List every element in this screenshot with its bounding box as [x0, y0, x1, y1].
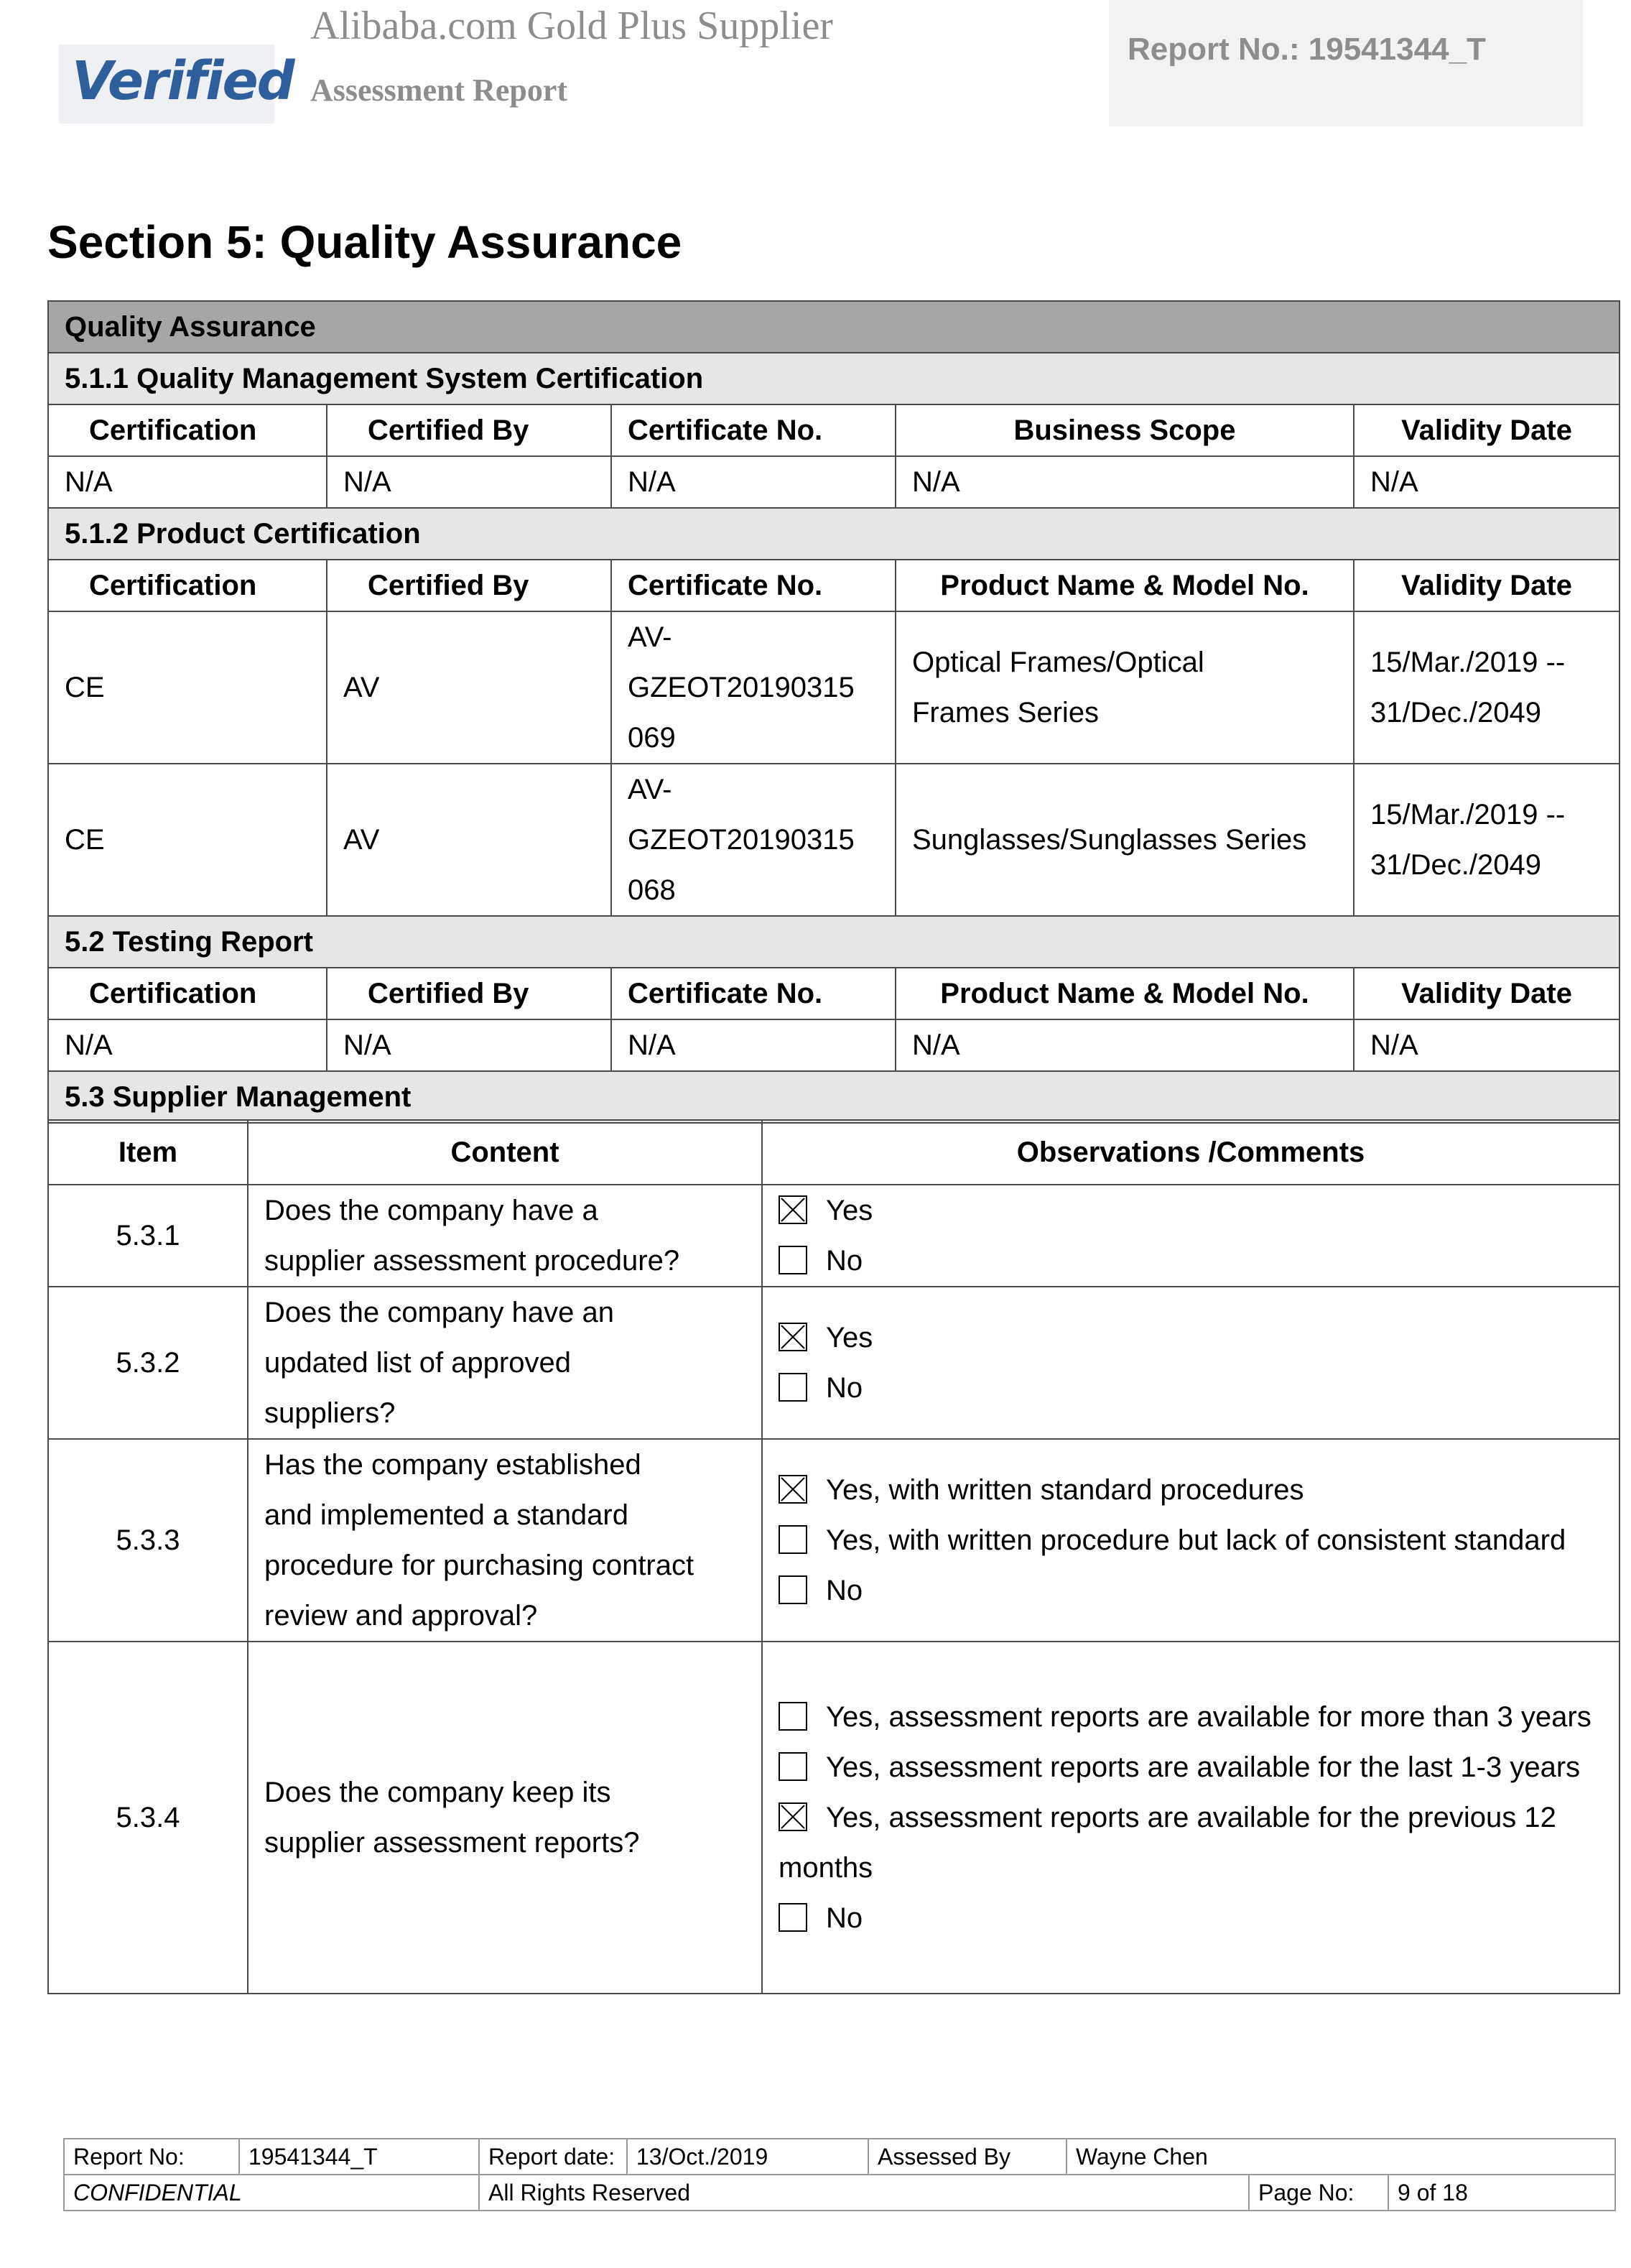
unchecked-checkbox-icon[interactable] — [779, 1373, 807, 1402]
item-number: 5.3.4 — [48, 1642, 248, 1994]
product-name-cell — [896, 611, 1354, 764]
footer-report-date-label: Report date: — [479, 2139, 627, 2175]
content-line: and implemented a standard — [264, 1499, 628, 1531]
option-row — [779, 1313, 1603, 1363]
table-row — [48, 764, 1620, 916]
certificate-number-cell — [611, 611, 896, 764]
item-number: 5.3.2 — [48, 1287, 248, 1439]
table-cell: N/A — [327, 456, 611, 508]
unchecked-checkbox-icon[interactable] — [779, 1702, 807, 1731]
item-number: 5.3.3 — [48, 1439, 248, 1642]
observations — [762, 1185, 1620, 1287]
verified-logo — [59, 45, 294, 124]
table-cell: N/A — [1354, 456, 1620, 508]
column-header: Certification — [48, 968, 327, 1019]
quality-assurance-table — [47, 300, 1620, 1124]
section-title: Section 5: Quality Assurance — [47, 216, 682, 268]
column-header: Certification — [48, 404, 327, 456]
cell-line: GZEOT20190315 — [628, 824, 855, 856]
cell-line: AV- — [628, 621, 672, 653]
supplier-section-title: 5.3 Supplier Management — [48, 1071, 1620, 1123]
unchecked-checkbox-icon[interactable] — [779, 1752, 807, 1781]
column-header: Content — [248, 1120, 762, 1185]
table-row — [48, 1287, 1620, 1439]
table-cell: N/A — [896, 456, 1354, 508]
column-header: Validity Date — [1354, 404, 1620, 456]
cell-line: Optical Frames/Optical — [912, 647, 1204, 678]
table-cell: N/A — [1354, 1019, 1620, 1071]
column-header: Item — [48, 1120, 248, 1185]
option-row — [779, 1692, 1603, 1742]
cell-line: 068 — [628, 874, 676, 906]
content-line: supplier assessment reports? — [264, 1827, 640, 1859]
content-line: Has the company established — [264, 1449, 641, 1481]
option-label: Yes, assessment reports are available for more than 3 years — [826, 1701, 1591, 1733]
validity-cell — [1354, 764, 1620, 916]
option-row — [779, 1363, 1603, 1413]
content-line: Does the company have a — [264, 1195, 598, 1226]
unchecked-checkbox-icon[interactable] — [779, 1903, 807, 1932]
table-cell: N/A — [48, 456, 327, 508]
table-cell: N/A — [611, 456, 896, 508]
column-header: Certification — [48, 560, 327, 611]
cell-line: 069 — [628, 722, 676, 754]
option-row — [779, 1565, 1603, 1616]
column-header: Product Name & Model No. — [896, 560, 1354, 611]
supplier-management-table — [47, 1119, 1620, 1994]
footer-assessed-by: Wayne Chen — [1067, 2139, 1615, 2175]
column-header: Certified By — [327, 404, 611, 456]
question-content — [248, 1185, 762, 1287]
testing-section-title: 5.2 Testing Report — [48, 916, 1620, 968]
table-cell: N/A — [611, 1019, 896, 1071]
option-label: Yes — [826, 1322, 873, 1353]
option-label: No — [826, 1902, 863, 1934]
footer-assessed-by-label: Assessed By — [868, 2139, 1067, 2175]
option-label: Yes, with written procedure but lack of consistent standard — [826, 1524, 1566, 1556]
cell-line: AV- — [628, 774, 672, 805]
option-row — [779, 1742, 1603, 1792]
option-row — [779, 1465, 1603, 1515]
option-row — [779, 1185, 1603, 1236]
table-cell: AV — [327, 611, 611, 764]
table-row — [48, 1439, 1620, 1642]
column-header: Certificate No. — [611, 560, 896, 611]
cell-line: Frames Series — [912, 697, 1100, 728]
content-line: suppliers? — [264, 1397, 396, 1429]
checked-checkbox-icon[interactable] — [779, 1475, 807, 1504]
content-line: supplier assessment procedure? — [264, 1245, 680, 1277]
product-section-title: 5.1.2 Product Certification — [48, 508, 1620, 560]
logo-text: Verified — [72, 50, 294, 112]
column-header: Certified By — [327, 560, 611, 611]
option-row — [779, 1236, 1603, 1286]
cell-line: 15/Mar./2019 -- — [1370, 647, 1566, 678]
qms-section-title: 5.1.1 Quality Management System Certification — [48, 353, 1620, 404]
table-row — [48, 611, 1620, 764]
question-content — [248, 1287, 762, 1439]
content-line: Does the company have an — [264, 1297, 614, 1328]
cell-line: GZEOT20190315 — [628, 672, 855, 703]
checked-checkbox-icon[interactable] — [779, 1802, 807, 1831]
item-number: 5.3.1 — [48, 1185, 248, 1287]
question-content — [248, 1642, 762, 1994]
report-number: Report No.: 19541344_T — [1128, 32, 1486, 67]
column-header: Business Scope — [896, 404, 1354, 456]
report-number-box — [1109, 0, 1583, 126]
checked-checkbox-icon[interactable] — [779, 1195, 807, 1224]
option-label: Yes — [826, 1195, 873, 1226]
column-header: Certified By — [327, 968, 611, 1019]
cell-line: 15/Mar./2019 -- — [1370, 799, 1566, 830]
table-cell: CE — [48, 764, 327, 916]
header-title: Alibaba.com Gold Plus Supplier — [310, 4, 833, 48]
column-header: Validity Date — [1354, 560, 1620, 611]
certificate-number-cell — [611, 764, 896, 916]
table-cell: N/A — [327, 1019, 611, 1071]
option-label: No — [826, 1372, 863, 1404]
option-label: Yes, with written standard procedures — [826, 1474, 1304, 1506]
content-line: Does the company keep its — [264, 1777, 611, 1808]
cell-line: 31/Dec./2049 — [1370, 849, 1541, 881]
column-header: Product Name & Model No. — [896, 968, 1354, 1019]
cell-line: 31/Dec./2049 — [1370, 697, 1541, 728]
footer-report-no-label: Report No: — [64, 2139, 239, 2175]
column-header: Certificate No. — [611, 968, 896, 1019]
question-content — [248, 1439, 762, 1642]
product-name-cell — [896, 764, 1354, 916]
table-cell: AV — [327, 764, 611, 916]
unchecked-checkbox-icon[interactable] — [779, 1575, 807, 1604]
column-header: Validity Date — [1354, 968, 1620, 1019]
table-row — [48, 1642, 1620, 1994]
cell-line: Sunglasses/Sunglasses Series — [912, 824, 1307, 856]
observations — [762, 1642, 1620, 1994]
observations — [762, 1439, 1620, 1642]
content-line: procedure for purchasing contract — [264, 1550, 694, 1581]
checked-checkbox-icon[interactable] — [779, 1323, 807, 1351]
validity-cell — [1354, 611, 1620, 764]
option-row — [779, 1515, 1603, 1565]
option-label: No — [826, 1245, 863, 1277]
option-label: Yes, assessment reports are available for the previous 12 months — [779, 1802, 1556, 1884]
page-footer — [63, 2138, 1616, 2211]
footer-page-no-label: Page No: — [1249, 2175, 1388, 2211]
footer-confidential: CONFIDENTIAL — [64, 2175, 479, 2211]
header-subtitle: Assessment Report — [310, 73, 568, 108]
table-cell: N/A — [48, 1019, 327, 1071]
option-label: No — [826, 1575, 863, 1606]
unchecked-checkbox-icon[interactable] — [779, 1246, 807, 1274]
footer-report-date: 13/Oct./2019 — [627, 2139, 868, 2175]
table-cell: N/A — [896, 1019, 1354, 1071]
footer-page-no: 9 of 18 — [1388, 2175, 1615, 2211]
option-label: Yes, assessment reports are available for the last 1-3 years — [826, 1751, 1581, 1783]
column-header: Observations /Comments — [762, 1120, 1620, 1185]
footer-rights: All Rights Reserved — [479, 2175, 1249, 2211]
content-line: updated list of approved — [264, 1347, 571, 1379]
footer-report-no: 19541344_T — [239, 2139, 479, 2175]
option-row — [779, 1893, 1603, 1943]
table-band-title: Quality Assurance — [48, 301, 1620, 353]
observations — [762, 1287, 1620, 1439]
table-cell: CE — [48, 611, 327, 764]
table-row — [48, 1185, 1620, 1287]
column-header: Certificate No. — [611, 404, 896, 456]
content-line: review and approval? — [264, 1600, 538, 1631]
option-row — [779, 1792, 1603, 1893]
unchecked-checkbox-icon[interactable] — [779, 1525, 807, 1554]
